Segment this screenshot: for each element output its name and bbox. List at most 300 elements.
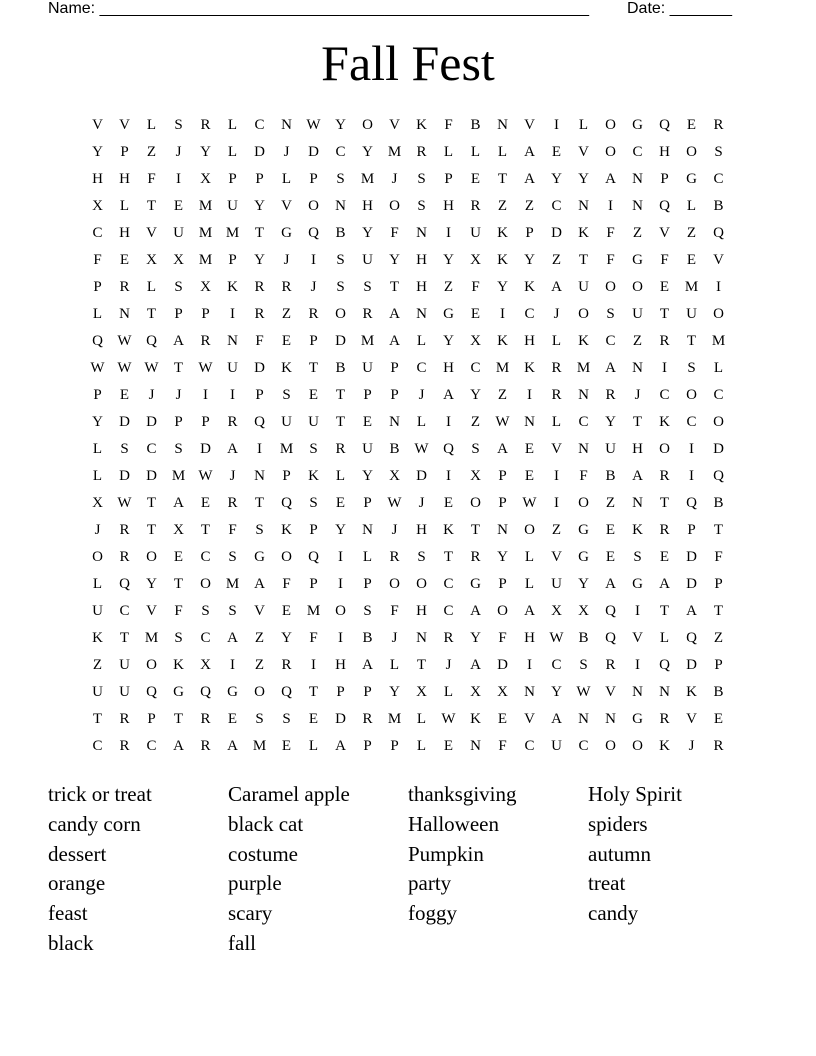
grid-letter[interactable]: Y: [200, 144, 211, 160]
grid-letter[interactable]: E: [524, 441, 535, 457]
grid-letter[interactable]: E: [281, 738, 292, 754]
grid-letter[interactable]: V: [281, 198, 292, 214]
grid-letter[interactable]: S: [201, 603, 210, 619]
grid-letter[interactable]: M: [198, 252, 213, 268]
grid-letter[interactable]: K: [497, 333, 508, 349]
grid-letter[interactable]: Q: [686, 495, 697, 511]
grid-letter[interactable]: F: [606, 252, 615, 268]
grid-letter[interactable]: O: [389, 198, 400, 214]
grid-letter[interactable]: U: [227, 360, 238, 376]
grid-letter[interactable]: L: [281, 171, 292, 187]
grid-letter[interactable]: X: [551, 603, 562, 619]
grid-letter[interactable]: T: [335, 387, 346, 403]
grid-letter[interactable]: R: [227, 495, 238, 511]
grid-letter[interactable]: I: [311, 657, 316, 673]
grid-letter[interactable]: C: [146, 441, 157, 457]
grid-letter[interactable]: J: [391, 630, 398, 646]
grid-letter[interactable]: V: [686, 711, 697, 727]
grid-letter[interactable]: V: [146, 603, 157, 619]
grid-letter[interactable]: Y: [92, 414, 103, 430]
grid-letter[interactable]: F: [660, 252, 669, 268]
grid-letter[interactable]: L: [92, 441, 103, 457]
grid-letter[interactable]: I: [608, 198, 613, 214]
grid-letter[interactable]: X: [470, 333, 481, 349]
grid-letter[interactable]: W: [117, 495, 132, 511]
grid-letter[interactable]: Y: [551, 171, 562, 187]
grid-letter[interactable]: F: [498, 630, 507, 646]
grid-letter[interactable]: O: [308, 198, 319, 214]
grid-letter[interactable]: I: [446, 414, 451, 430]
grid-letter[interactable]: N: [578, 441, 589, 457]
grid-letter[interactable]: L: [443, 144, 454, 160]
grid-letter[interactable]: O: [605, 738, 616, 754]
grid-letter[interactable]: P: [363, 387, 372, 403]
grid-letter[interactable]: I: [662, 360, 667, 376]
grid-letter[interactable]: O: [686, 387, 697, 403]
grid-letter[interactable]: X: [173, 522, 184, 538]
grid-letter[interactable]: K: [659, 414, 670, 430]
grid-letter[interactable]: P: [390, 387, 399, 403]
grid-letter[interactable]: R: [119, 549, 130, 565]
grid-letter[interactable]: K: [578, 225, 589, 241]
grid-letter[interactable]: V: [119, 117, 130, 133]
grid-letter[interactable]: H: [92, 171, 103, 187]
grid-letter[interactable]: P: [174, 306, 183, 322]
grid-letter[interactable]: G: [578, 549, 589, 565]
grid-letter[interactable]: R: [416, 144, 427, 160]
grid-letter[interactable]: D: [335, 333, 346, 349]
grid-letter[interactable]: S: [174, 117, 183, 133]
grid-letter[interactable]: E: [308, 711, 319, 727]
grid-letter[interactable]: J: [310, 279, 317, 295]
grid-letter[interactable]: P: [660, 171, 669, 187]
grid-letter[interactable]: M: [225, 225, 240, 241]
grid-letter[interactable]: O: [254, 684, 265, 700]
grid-letter[interactable]: W: [522, 495, 537, 511]
grid-letter[interactable]: R: [443, 630, 454, 646]
grid-letter[interactable]: C: [254, 117, 265, 133]
grid-letter[interactable]: D: [254, 144, 265, 160]
grid-letter[interactable]: K: [281, 522, 292, 538]
grid-letter[interactable]: S: [714, 144, 723, 160]
grid-letter[interactable]: J: [391, 171, 398, 187]
grid-letter[interactable]: C: [416, 360, 427, 376]
grid-letter[interactable]: F: [309, 630, 318, 646]
grid-letter[interactable]: E: [470, 171, 481, 187]
grid-letter[interactable]: K: [659, 738, 670, 754]
grid-letter[interactable]: N: [497, 522, 508, 538]
grid-letter[interactable]: B: [335, 360, 346, 376]
grid-letter[interactable]: X: [497, 684, 508, 700]
grid-letter[interactable]: J: [634, 387, 641, 403]
grid-letter[interactable]: A: [227, 630, 238, 646]
grid-letter[interactable]: O: [686, 144, 697, 160]
grid-letter[interactable]: D: [497, 657, 508, 673]
grid-letter[interactable]: M: [279, 441, 294, 457]
grid-letter[interactable]: A: [173, 333, 184, 349]
grid-letter[interactable]: I: [689, 441, 694, 457]
grid-letter[interactable]: Q: [605, 630, 616, 646]
grid-letter[interactable]: X: [200, 657, 211, 673]
grid-letter[interactable]: Y: [605, 414, 616, 430]
grid-letter[interactable]: U: [605, 441, 616, 457]
grid-letter[interactable]: O: [470, 495, 481, 511]
grid-letter[interactable]: D: [254, 360, 265, 376]
grid-letter[interactable]: A: [335, 738, 346, 754]
grid-letter[interactable]: O: [146, 549, 157, 565]
grid-letter[interactable]: A: [605, 171, 616, 187]
grid-letter[interactable]: R: [227, 414, 238, 430]
grid-letter[interactable]: S: [228, 549, 237, 565]
grid-letter[interactable]: O: [713, 306, 724, 322]
grid-letter[interactable]: T: [308, 360, 319, 376]
grid-letter[interactable]: T: [713, 603, 724, 619]
grid-letter[interactable]: R: [470, 549, 481, 565]
grid-letter[interactable]: C: [686, 414, 697, 430]
grid-letter[interactable]: P: [498, 495, 507, 511]
grid-letter[interactable]: T: [497, 171, 508, 187]
grid-letter[interactable]: C: [92, 225, 103, 241]
grid-letter[interactable]: S: [579, 657, 588, 673]
grid-letter[interactable]: O: [605, 144, 616, 160]
grid-letter[interactable]: H: [443, 198, 454, 214]
grid-letter[interactable]: E: [362, 414, 373, 430]
grid-letter[interactable]: T: [632, 414, 643, 430]
grid-letter[interactable]: C: [551, 198, 562, 214]
grid-letter[interactable]: B: [578, 630, 589, 646]
grid-letter[interactable]: L: [524, 576, 535, 592]
grid-letter[interactable]: Y: [335, 522, 346, 538]
grid-letter[interactable]: X: [416, 684, 427, 700]
grid-letter[interactable]: N: [578, 198, 589, 214]
grid-letter[interactable]: P: [255, 387, 264, 403]
grid-letter[interactable]: N: [578, 387, 589, 403]
grid-letter[interactable]: J: [175, 144, 182, 160]
grid-letter[interactable]: P: [687, 522, 696, 538]
grid-letter[interactable]: R: [200, 333, 211, 349]
grid-letter[interactable]: T: [335, 414, 346, 430]
grid-letter[interactable]: Y: [443, 252, 454, 268]
grid-letter[interactable]: V: [92, 117, 103, 133]
grid-letter[interactable]: R: [605, 657, 616, 673]
grid-letter[interactable]: A: [227, 441, 238, 457]
grid-letter[interactable]: R: [119, 279, 130, 295]
grid-letter[interactable]: I: [203, 387, 208, 403]
grid-letter[interactable]: C: [470, 360, 481, 376]
grid-letter[interactable]: L: [227, 144, 238, 160]
grid-letter[interactable]: P: [363, 684, 372, 700]
grid-letter[interactable]: P: [525, 225, 534, 241]
grid-letter[interactable]: N: [659, 684, 670, 700]
grid-letter[interactable]: O: [335, 306, 346, 322]
grid-letter[interactable]: V: [632, 630, 643, 646]
grid-letter[interactable]: W: [117, 360, 132, 376]
grid-letter[interactable]: S: [471, 441, 480, 457]
grid-letter[interactable]: C: [92, 738, 103, 754]
grid-letter[interactable]: C: [119, 603, 130, 619]
grid-letter[interactable]: Q: [200, 684, 211, 700]
grid-letter[interactable]: A: [443, 387, 454, 403]
grid-letter[interactable]: C: [200, 549, 211, 565]
grid-letter[interactable]: D: [416, 468, 427, 484]
grid-letter[interactable]: U: [92, 684, 103, 700]
grid-letter[interactable]: P: [714, 657, 723, 673]
grid-letter[interactable]: H: [119, 225, 130, 241]
grid-letter[interactable]: O: [524, 522, 535, 538]
grid-letter[interactable]: P: [282, 468, 291, 484]
grid-letter[interactable]: V: [578, 144, 589, 160]
grid-letter[interactable]: H: [524, 630, 535, 646]
grid-letter[interactable]: L: [92, 306, 103, 322]
grid-letter[interactable]: Y: [146, 576, 157, 592]
grid-letter[interactable]: R: [362, 711, 373, 727]
grid-letter[interactable]: P: [498, 576, 507, 592]
grid-letter[interactable]: M: [225, 576, 240, 592]
grid-letter[interactable]: E: [443, 738, 454, 754]
grid-letter[interactable]: D: [119, 414, 130, 430]
grid-letter[interactable]: W: [90, 360, 105, 376]
grid-letter[interactable]: T: [146, 522, 157, 538]
grid-letter[interactable]: M: [387, 144, 402, 160]
grid-letter[interactable]: B: [389, 441, 400, 457]
grid-letter[interactable]: R: [335, 441, 346, 457]
grid-letter[interactable]: I: [311, 252, 316, 268]
grid-letter[interactable]: O: [713, 414, 724, 430]
grid-letter[interactable]: W: [576, 684, 591, 700]
grid-letter[interactable]: X: [578, 603, 589, 619]
grid-letter[interactable]: Q: [254, 414, 265, 430]
grid-letter[interactable]: H: [659, 144, 670, 160]
grid-letter[interactable]: Z: [254, 630, 265, 646]
grid-letter[interactable]: I: [500, 306, 505, 322]
grid-letter[interactable]: Y: [497, 549, 508, 565]
grid-letter[interactable]: U: [551, 738, 562, 754]
grid-letter[interactable]: A: [551, 711, 562, 727]
grid-letter[interactable]: J: [445, 657, 452, 673]
grid-letter[interactable]: S: [255, 711, 264, 727]
grid-letter[interactable]: B: [362, 630, 373, 646]
grid-letter[interactable]: P: [309, 333, 318, 349]
grid-letter[interactable]: H: [416, 522, 427, 538]
grid-letter[interactable]: E: [200, 495, 211, 511]
grid-letter[interactable]: C: [659, 387, 670, 403]
grid-letter[interactable]: N: [524, 414, 535, 430]
grid-letter[interactable]: I: [338, 549, 343, 565]
grid-letter[interactable]: S: [417, 198, 426, 214]
grid-letter[interactable]: M: [360, 171, 375, 187]
grid-letter[interactable]: C: [578, 414, 589, 430]
grid-letter[interactable]: E: [713, 711, 724, 727]
grid-letter[interactable]: C: [524, 738, 535, 754]
grid-letter[interactable]: E: [173, 198, 184, 214]
grid-letter[interactable]: P: [309, 576, 318, 592]
grid-letter[interactable]: V: [551, 441, 562, 457]
grid-letter[interactable]: I: [716, 279, 721, 295]
grid-letter[interactable]: J: [418, 387, 425, 403]
grid-letter[interactable]: G: [254, 549, 265, 565]
grid-letter[interactable]: Y: [254, 198, 265, 214]
grid-letter[interactable]: R: [470, 198, 481, 214]
grid-letter[interactable]: J: [229, 468, 236, 484]
grid-letter[interactable]: J: [553, 306, 560, 322]
grid-letter[interactable]: Y: [470, 630, 481, 646]
grid-letter[interactable]: O: [335, 603, 346, 619]
grid-letter[interactable]: P: [363, 738, 372, 754]
grid-letter[interactable]: G: [227, 684, 238, 700]
grid-letter[interactable]: J: [94, 522, 101, 538]
grid-letter[interactable]: P: [390, 738, 399, 754]
grid-letter[interactable]: R: [713, 738, 724, 754]
grid-letter[interactable]: O: [92, 549, 103, 565]
grid-letter[interactable]: R: [119, 522, 130, 538]
grid-letter[interactable]: G: [443, 306, 454, 322]
grid-letter[interactable]: O: [578, 306, 589, 322]
grid-letter[interactable]: R: [200, 117, 211, 133]
grid-letter[interactable]: K: [416, 117, 427, 133]
grid-letter[interactable]: D: [713, 441, 724, 457]
grid-letter[interactable]: I: [554, 117, 559, 133]
grid-letter[interactable]: D: [686, 549, 697, 565]
grid-letter[interactable]: U: [470, 225, 481, 241]
grid-letter[interactable]: T: [416, 657, 427, 673]
grid-letter[interactable]: X: [470, 684, 481, 700]
grid-letter[interactable]: E: [524, 468, 535, 484]
grid-letter[interactable]: Z: [443, 279, 454, 295]
grid-letter[interactable]: A: [389, 333, 400, 349]
grid-letter[interactable]: R: [389, 549, 400, 565]
grid-letter[interactable]: U: [227, 198, 238, 214]
grid-letter[interactable]: G: [470, 576, 481, 592]
grid-letter[interactable]: N: [524, 684, 535, 700]
grid-letter[interactable]: R: [254, 279, 265, 295]
grid-letter[interactable]: A: [254, 576, 265, 592]
grid-letter[interactable]: Z: [470, 414, 481, 430]
grid-letter[interactable]: Q: [686, 630, 697, 646]
grid-letter[interactable]: R: [551, 387, 562, 403]
grid-letter[interactable]: Y: [551, 684, 562, 700]
grid-letter[interactable]: G: [632, 117, 643, 133]
grid-letter[interactable]: L: [551, 333, 562, 349]
grid-letter[interactable]: Z: [497, 387, 508, 403]
grid-letter[interactable]: Y: [389, 684, 400, 700]
grid-letter[interactable]: U: [119, 657, 130, 673]
grid-letter[interactable]: Z: [632, 225, 643, 241]
grid-letter[interactable]: M: [495, 360, 510, 376]
grid-letter[interactable]: G: [632, 252, 643, 268]
grid-letter[interactable]: L: [308, 738, 319, 754]
grid-letter[interactable]: J: [283, 144, 290, 160]
grid-letter[interactable]: N: [254, 468, 265, 484]
grid-letter[interactable]: F: [390, 225, 399, 241]
grid-letter[interactable]: U: [578, 279, 589, 295]
grid-letter[interactable]: L: [227, 117, 238, 133]
grid-letter[interactable]: Z: [281, 306, 292, 322]
grid-letter[interactable]: T: [173, 576, 184, 592]
grid-letter[interactable]: I: [338, 630, 343, 646]
grid-letter[interactable]: D: [119, 468, 130, 484]
grid-letter[interactable]: E: [605, 522, 616, 538]
grid-letter[interactable]: A: [605, 576, 616, 592]
grid-letter[interactable]: W: [198, 360, 213, 376]
grid-letter[interactable]: T: [92, 711, 103, 727]
grid-letter[interactable]: Z: [497, 198, 508, 214]
grid-letter[interactable]: C: [605, 333, 616, 349]
grid-letter[interactable]: D: [308, 144, 319, 160]
grid-letter[interactable]: L: [470, 144, 481, 160]
grid-letter[interactable]: Y: [578, 576, 589, 592]
grid-letter[interactable]: L: [416, 711, 427, 727]
grid-letter[interactable]: T: [659, 603, 670, 619]
grid-letter[interactable]: J: [283, 252, 290, 268]
grid-letter[interactable]: Q: [713, 468, 724, 484]
grid-letter[interactable]: M: [360, 333, 375, 349]
grid-letter[interactable]: A: [659, 576, 670, 592]
grid-letter[interactable]: X: [146, 252, 157, 268]
grid-letter[interactable]: M: [684, 279, 699, 295]
grid-letter[interactable]: I: [635, 603, 640, 619]
grid-letter[interactable]: L: [416, 738, 427, 754]
grid-letter[interactable]: V: [713, 252, 724, 268]
grid-letter[interactable]: E: [335, 495, 346, 511]
grid-letter[interactable]: J: [391, 522, 398, 538]
grid-letter[interactable]: E: [551, 144, 562, 160]
grid-letter[interactable]: C: [524, 306, 535, 322]
grid-letter[interactable]: F: [390, 603, 399, 619]
grid-letter[interactable]: F: [255, 333, 264, 349]
grid-letter[interactable]: R: [551, 360, 562, 376]
grid-letter[interactable]: C: [200, 630, 211, 646]
grid-letter[interactable]: V: [659, 225, 670, 241]
grid-letter[interactable]: U: [362, 441, 373, 457]
grid-letter[interactable]: Y: [524, 252, 535, 268]
grid-letter[interactable]: T: [659, 495, 670, 511]
grid-letter[interactable]: S: [120, 441, 129, 457]
grid-letter[interactable]: R: [281, 657, 292, 673]
grid-letter[interactable]: B: [335, 225, 346, 241]
grid-letter[interactable]: Q: [92, 333, 103, 349]
grid-letter[interactable]: I: [257, 441, 262, 457]
grid-letter[interactable]: N: [362, 522, 373, 538]
grid-letter[interactable]: V: [254, 603, 265, 619]
grid-letter[interactable]: O: [605, 117, 616, 133]
grid-letter[interactable]: L: [551, 414, 562, 430]
grid-letter[interactable]: Y: [389, 252, 400, 268]
grid-letter[interactable]: Y: [92, 144, 103, 160]
grid-letter[interactable]: M: [171, 468, 186, 484]
grid-letter[interactable]: N: [416, 630, 427, 646]
grid-letter[interactable]: R: [254, 306, 265, 322]
grid-letter[interactable]: D: [551, 225, 562, 241]
grid-letter[interactable]: A: [524, 603, 535, 619]
grid-letter[interactable]: S: [336, 252, 345, 268]
grid-letter[interactable]: C: [713, 387, 724, 403]
grid-letter[interactable]: T: [308, 684, 319, 700]
grid-letter[interactable]: X: [92, 198, 103, 214]
grid-letter[interactable]: S: [336, 171, 345, 187]
grid-letter[interactable]: Y: [254, 252, 265, 268]
grid-letter[interactable]: H: [416, 279, 427, 295]
grid-letter[interactable]: O: [200, 576, 211, 592]
grid-letter[interactable]: K: [524, 279, 535, 295]
grid-letter[interactable]: M: [711, 333, 726, 349]
grid-letter[interactable]: T: [254, 495, 265, 511]
grid-letter[interactable]: E: [227, 711, 238, 727]
grid-letter[interactable]: Z: [551, 522, 562, 538]
grid-letter[interactable]: F: [579, 468, 588, 484]
grid-letter[interactable]: P: [444, 171, 453, 187]
grid-letter[interactable]: Z: [146, 144, 157, 160]
grid-letter[interactable]: P: [228, 171, 237, 187]
